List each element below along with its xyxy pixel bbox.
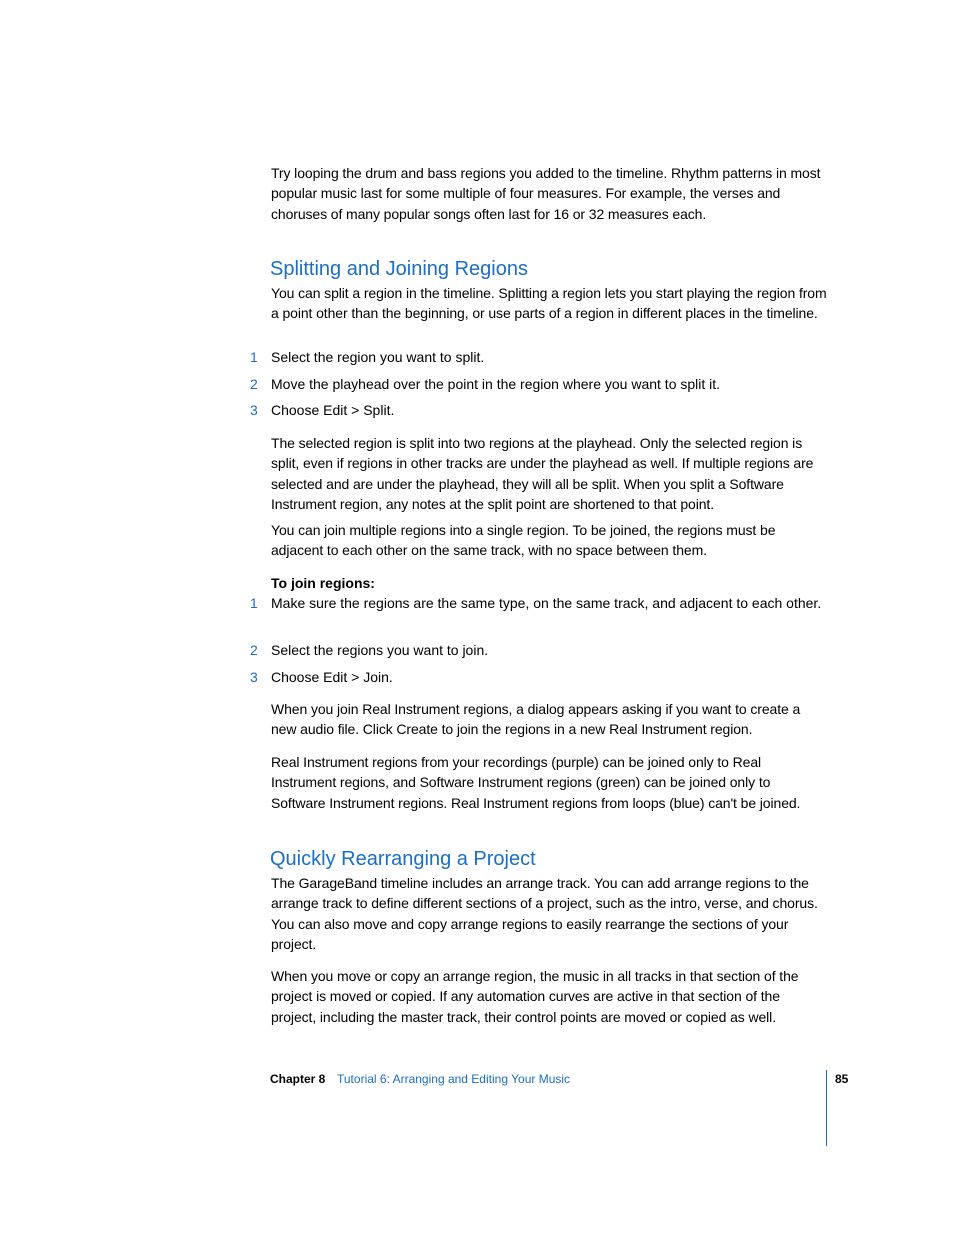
section-heading-splitting-joining: Splitting and Joining Regions [270, 258, 528, 280]
split-step-1 [250, 347, 827, 367]
section1-intro-paragraph: You can split a region in the timeline. Splitting a region lets you start playing the region from a point other than the beginning, or use parts of a region in different places in the timeline. [271, 285, 827, 322]
step-number: 3 [250, 669, 258, 685]
after-split-paragraph-1: The selected region is split into two regions at the playhead. Only the selected region is split, even if regions in other tracks are under the playhead as well. If multiple regions are selected and are under the playhead, they will all be split. When you split a Software Instrument region, any notes at the split point are shortened to that point. [271, 435, 814, 513]
after-split-paragraph-2: You can join multiple regions into a single region. To be joined, the regions must be adjacent to each other on the same track, with no space between them. [271, 522, 776, 559]
split-step-3 [250, 400, 827, 420]
step-number: 3 [250, 402, 258, 418]
join-step-3 [250, 667, 827, 687]
after-join-paragraph-1: When you join Real Instrument regions, a dialog appears asking if you want to create a new audio file. Click Create to join the regions in a new Real Instrument region. [271, 701, 801, 738]
step-number: 1 [250, 595, 258, 611]
split-step-2 [250, 374, 827, 394]
section2-paragraph-1: The GarageBand timeline includes an arrange track. You can add arrange regions to the arrange track to define different sections of a project, such as the intro, verse, and chorus. You can also move and copy arrange regions to easily rearrange the sections of your project. [271, 875, 818, 953]
section2-paragraph-2: When you move or copy an arrange region, the music in all tracks in that section of the project is moved or copied. If any automation curves are active in that section of the project, including the master track, their control points are moved or copied as well. [271, 968, 799, 1025]
footer-chapter-label: Chapter 8 [270, 1072, 326, 1086]
join-step-2 [250, 640, 827, 660]
step-number: 2 [250, 642, 258, 658]
footer-chapter-title: Tutorial 6: Arranging and Editing Your Music [337, 1072, 571, 1086]
step-text: Select the regions you want to join. [271, 642, 489, 658]
step-number: 1 [250, 349, 258, 365]
step-text: Choose Edit > Join. [271, 669, 393, 685]
after-join-paragraph-2: Real Instrument regions from your recordings (purple) can be joined only to Real Instrument regions, and Software Instrument regions (green) can be joined only to Software Instrument regions. Real Instrument regions from loops (blue) can't be joined. [271, 754, 801, 811]
step-text: Select the region you want to split. [271, 349, 485, 365]
step-number: 2 [250, 376, 258, 392]
step-text: Choose Edit > Split. [271, 402, 395, 418]
step-text: Make sure the regions are the same type, on the same track, and adjacent to each other. [271, 595, 822, 611]
footer-divider-rule [826, 1070, 827, 1146]
join-step-1 [250, 593, 827, 613]
page-number: 85 [835, 1072, 849, 1086]
section-heading-rearranging: Quickly Rearranging a Project [270, 848, 536, 870]
join-regions-subheading: To join regions: [271, 575, 375, 591]
step-text: Move the playhead over the point in the region where you want to split it. [271, 376, 721, 392]
intro-paragraph: Try looping the drum and bass regions you added to the timeline. Rhythm patterns in most popular music last for some multiple of four measures. For example, the verses and choruses of many popular songs often last for 16 or 32 measures each. [271, 165, 821, 222]
